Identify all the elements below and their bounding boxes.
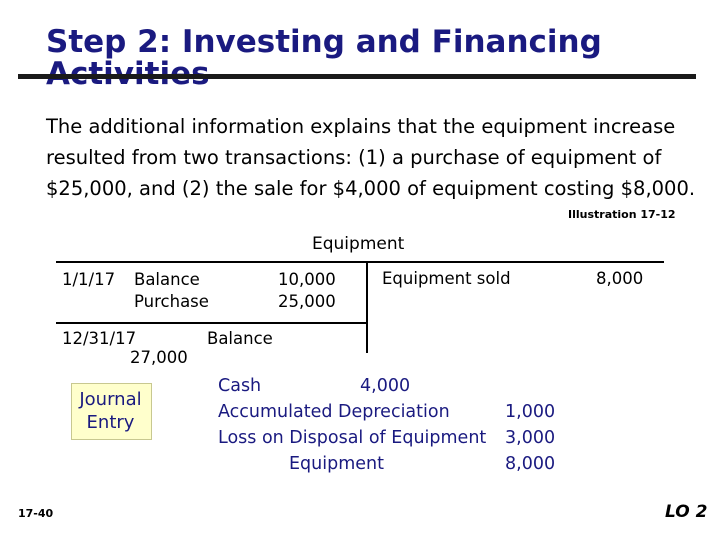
intro-paragraph: The additional information explains that the equipment increase resulted from two transactions: (1) a purchase of equipment of $25,000, and (2) the sale for $4,000 of equipment costing $8,000.	[46, 115, 696, 200]
journal-line-account: Cash	[218, 376, 262, 396]
ending-balance-date: 12/31/17	[62, 329, 137, 348]
journal-line-amount: 8,000	[505, 454, 556, 474]
credit-row-amount: 8,000	[596, 269, 644, 288]
journal-line-amount: 3,000	[505, 428, 556, 448]
learning-objective: LO 2	[665, 502, 708, 522]
debit-row-label: Balance	[134, 270, 200, 289]
illustration-reference: Illustration 17-12	[568, 208, 676, 221]
debit-row-amount: 25,000	[278, 292, 336, 311]
ending-balance-label: Balance	[207, 329, 273, 348]
journal-entry-label	[71, 388, 150, 434]
debit-row-label: Purchase	[134, 292, 209, 311]
t-account-subtotal-rule	[56, 322, 366, 324]
page-number: 17-40	[18, 507, 54, 520]
journal-line-account: Accumulated Depreciation	[218, 402, 450, 422]
t-account-center-rule	[366, 262, 368, 353]
credit-row-label: Equipment sold	[382, 269, 511, 288]
t-account-title: Equipment	[312, 234, 405, 254]
debit-row-amount: 10,000	[278, 270, 336, 289]
journal-line-amount: 1,000	[505, 402, 556, 422]
slide-title	[46, 26, 602, 90]
title-divider	[18, 74, 696, 79]
journal-entry-label-line1: Journal	[79, 389, 142, 410]
journal-line-account: Loss on Disposal of Equipment	[218, 428, 487, 448]
journal-line-account: Equipment	[289, 454, 384, 474]
ending-balance-amount: 27,000	[130, 348, 188, 367]
debit-row-date: 1/1/17	[62, 270, 116, 289]
t-account-top-rule	[56, 261, 664, 263]
journal-line-amount: 4,000	[360, 376, 411, 396]
slide-title-line1: Step 2: Investing and Financing	[46, 24, 602, 60]
journal-entry-label-line2: Entry	[86, 412, 135, 433]
